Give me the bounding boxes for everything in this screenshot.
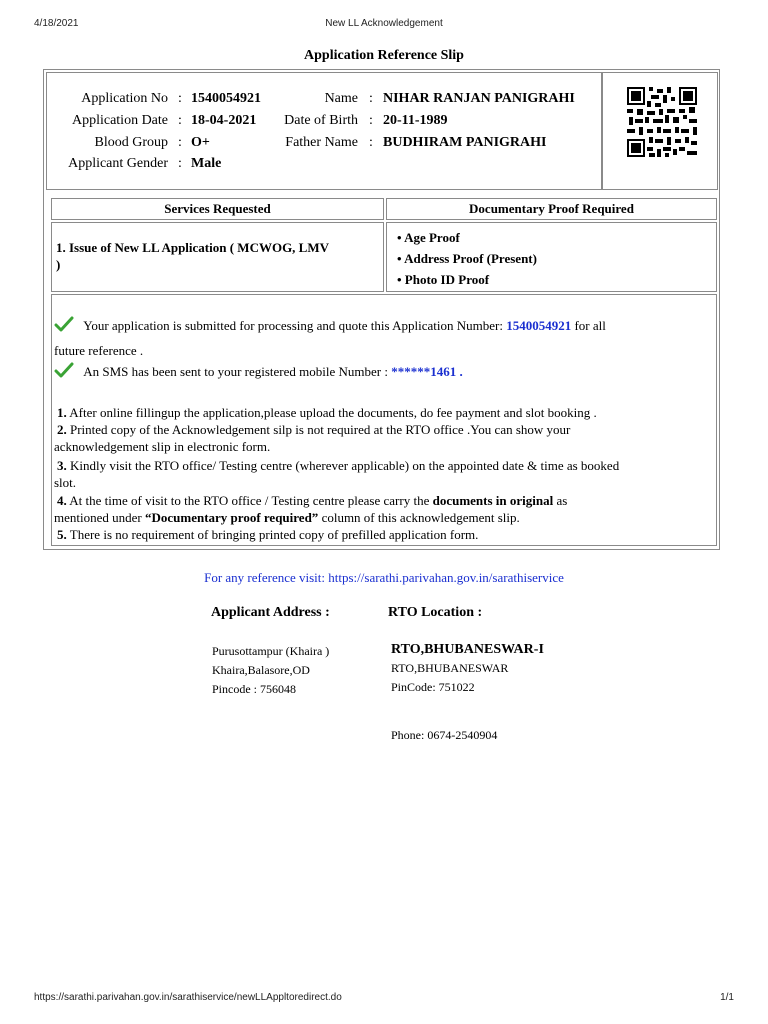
applicant-info-box [46,72,602,190]
note-1 [54,404,714,421]
app-no-label: Application No [81,91,168,106]
rto-address [391,640,544,697]
proof-header: Documentary Proof Required [386,198,717,220]
gender-value: Male [191,156,222,171]
gender-label: Applicant Gender [68,156,168,171]
colon: : [369,91,373,106]
print-date: 4/18/2021 [34,18,79,29]
colon: : [178,91,182,106]
address-line: Khaira,Balasore,OD [212,663,310,677]
father-name-value: BUDHIRAM PANIGRAHI [383,135,547,150]
note-text-end: as [556,493,568,508]
note-number: 1. [57,405,67,420]
father-name-label: Father Name [285,135,358,150]
submitted-text-end: for all [574,318,606,333]
colon: : [178,135,182,150]
proof-cell [386,222,717,292]
rto-name: RTO,BHUBANESWAR-I [391,642,544,657]
colon: : [369,135,373,150]
services-header: Services Requested [51,198,384,220]
colon: : [178,113,182,128]
note-text-cont: slot. [54,475,77,490]
note-text: There is no requirement of bringing printed copy of prefilled application form. [69,527,479,542]
app-no-value: 1540054921 [191,91,261,106]
print-footer-page: 1/1 [720,992,734,1003]
address-line: Pincode : 756048 [212,682,296,696]
application-number: 1540054921 [506,318,572,333]
note-number: 3. [57,458,67,473]
mobile-number: ******1461 . [391,364,463,379]
note-number: 5. [57,527,67,542]
check-icon [54,316,74,332]
name-label: Name [324,91,358,106]
submitted-text-line2: future reference . [54,343,144,358]
app-date-label: Application Date [71,113,168,128]
sms-message [54,362,714,380]
dob-label: Date of Birth [284,113,358,128]
rto-location-heading: RTO Location : [388,605,483,620]
note-text: At the time of visit to the RTO office / Testing centre please carry the [69,493,430,508]
address-line: Purusottampur (Khaira ) [212,644,330,658]
colon: : [178,156,182,171]
note-text-cont: acknowledgement slip in electronic form. [54,439,271,454]
rto-phone: Phone: 0674-2540904 [391,728,498,742]
note-number: 4. [57,493,67,508]
page-title: Application Reference Slip [304,48,464,63]
note-emphasis: documents in original [432,493,554,508]
service-item: 1. Issue of New LL Application ( MCWOG, LMV [56,240,330,255]
note-text: After online fillingup the application,please upload the documents, do fee payment and slot booking . [69,405,597,420]
proof-item-address: • Address Proof (Present) [397,251,537,266]
note-text: Printed copy of the Acknowledgement silp is not required at the RTO office .You can show your [70,422,571,437]
proof-item-age: • Age Proof [397,230,460,245]
submitted-message [54,316,714,334]
applicant-address-heading: Applicant Address : [211,605,330,620]
print-title: New LL Acknowledgement [325,18,443,29]
note-text-cont-end: column of this acknowledgement slip. [321,510,520,525]
check-icon [54,362,74,378]
blood-group-label: Blood Group [94,135,168,150]
applicant-address [212,642,329,699]
rto-address-line: RTO,BHUBANESWAR [391,661,509,675]
print-footer-url: https://sarathi.parivahan.gov.in/sarathiservice/newLLAppltoredirect.do [34,992,342,1003]
note-text-cont: mentioned under [54,510,142,525]
note-3 [54,457,714,491]
reference-link[interactable]: For any reference visit: https://sarathi.parivahan.gov.in/sarathiservice [204,570,564,585]
qr-box [602,72,718,190]
note-number: 2. [57,422,67,437]
sms-text: An SMS has been sent to your registered mobile Number : [83,364,388,379]
note-2 [54,421,714,455]
service-cell [51,222,384,292]
dob-value: 20-11-1989 [383,113,448,128]
note-5 [54,526,714,543]
blood-group-value: O+ [191,135,210,150]
submitted-text: Your application is submitted for processing and quote this Application Number: [83,318,503,333]
name-value: NIHAR RANJAN PANIGRAHI [383,91,575,106]
proof-item-photo-id: • Photo ID Proof [397,272,490,287]
service-item-cont: ) [56,257,61,272]
colon: : [369,113,373,128]
app-date-value: 18-04-2021 [191,113,257,128]
note-text: Kindly visit the RTO office/ Testing centre (wherever applicable) on the appointed date & time as booked [70,458,620,473]
qr-code-icon [627,87,697,157]
rto-pincode: PinCode: 751022 [391,680,475,694]
note-4 [54,492,714,526]
note-emphasis: “Documentary proof required” [144,510,319,525]
